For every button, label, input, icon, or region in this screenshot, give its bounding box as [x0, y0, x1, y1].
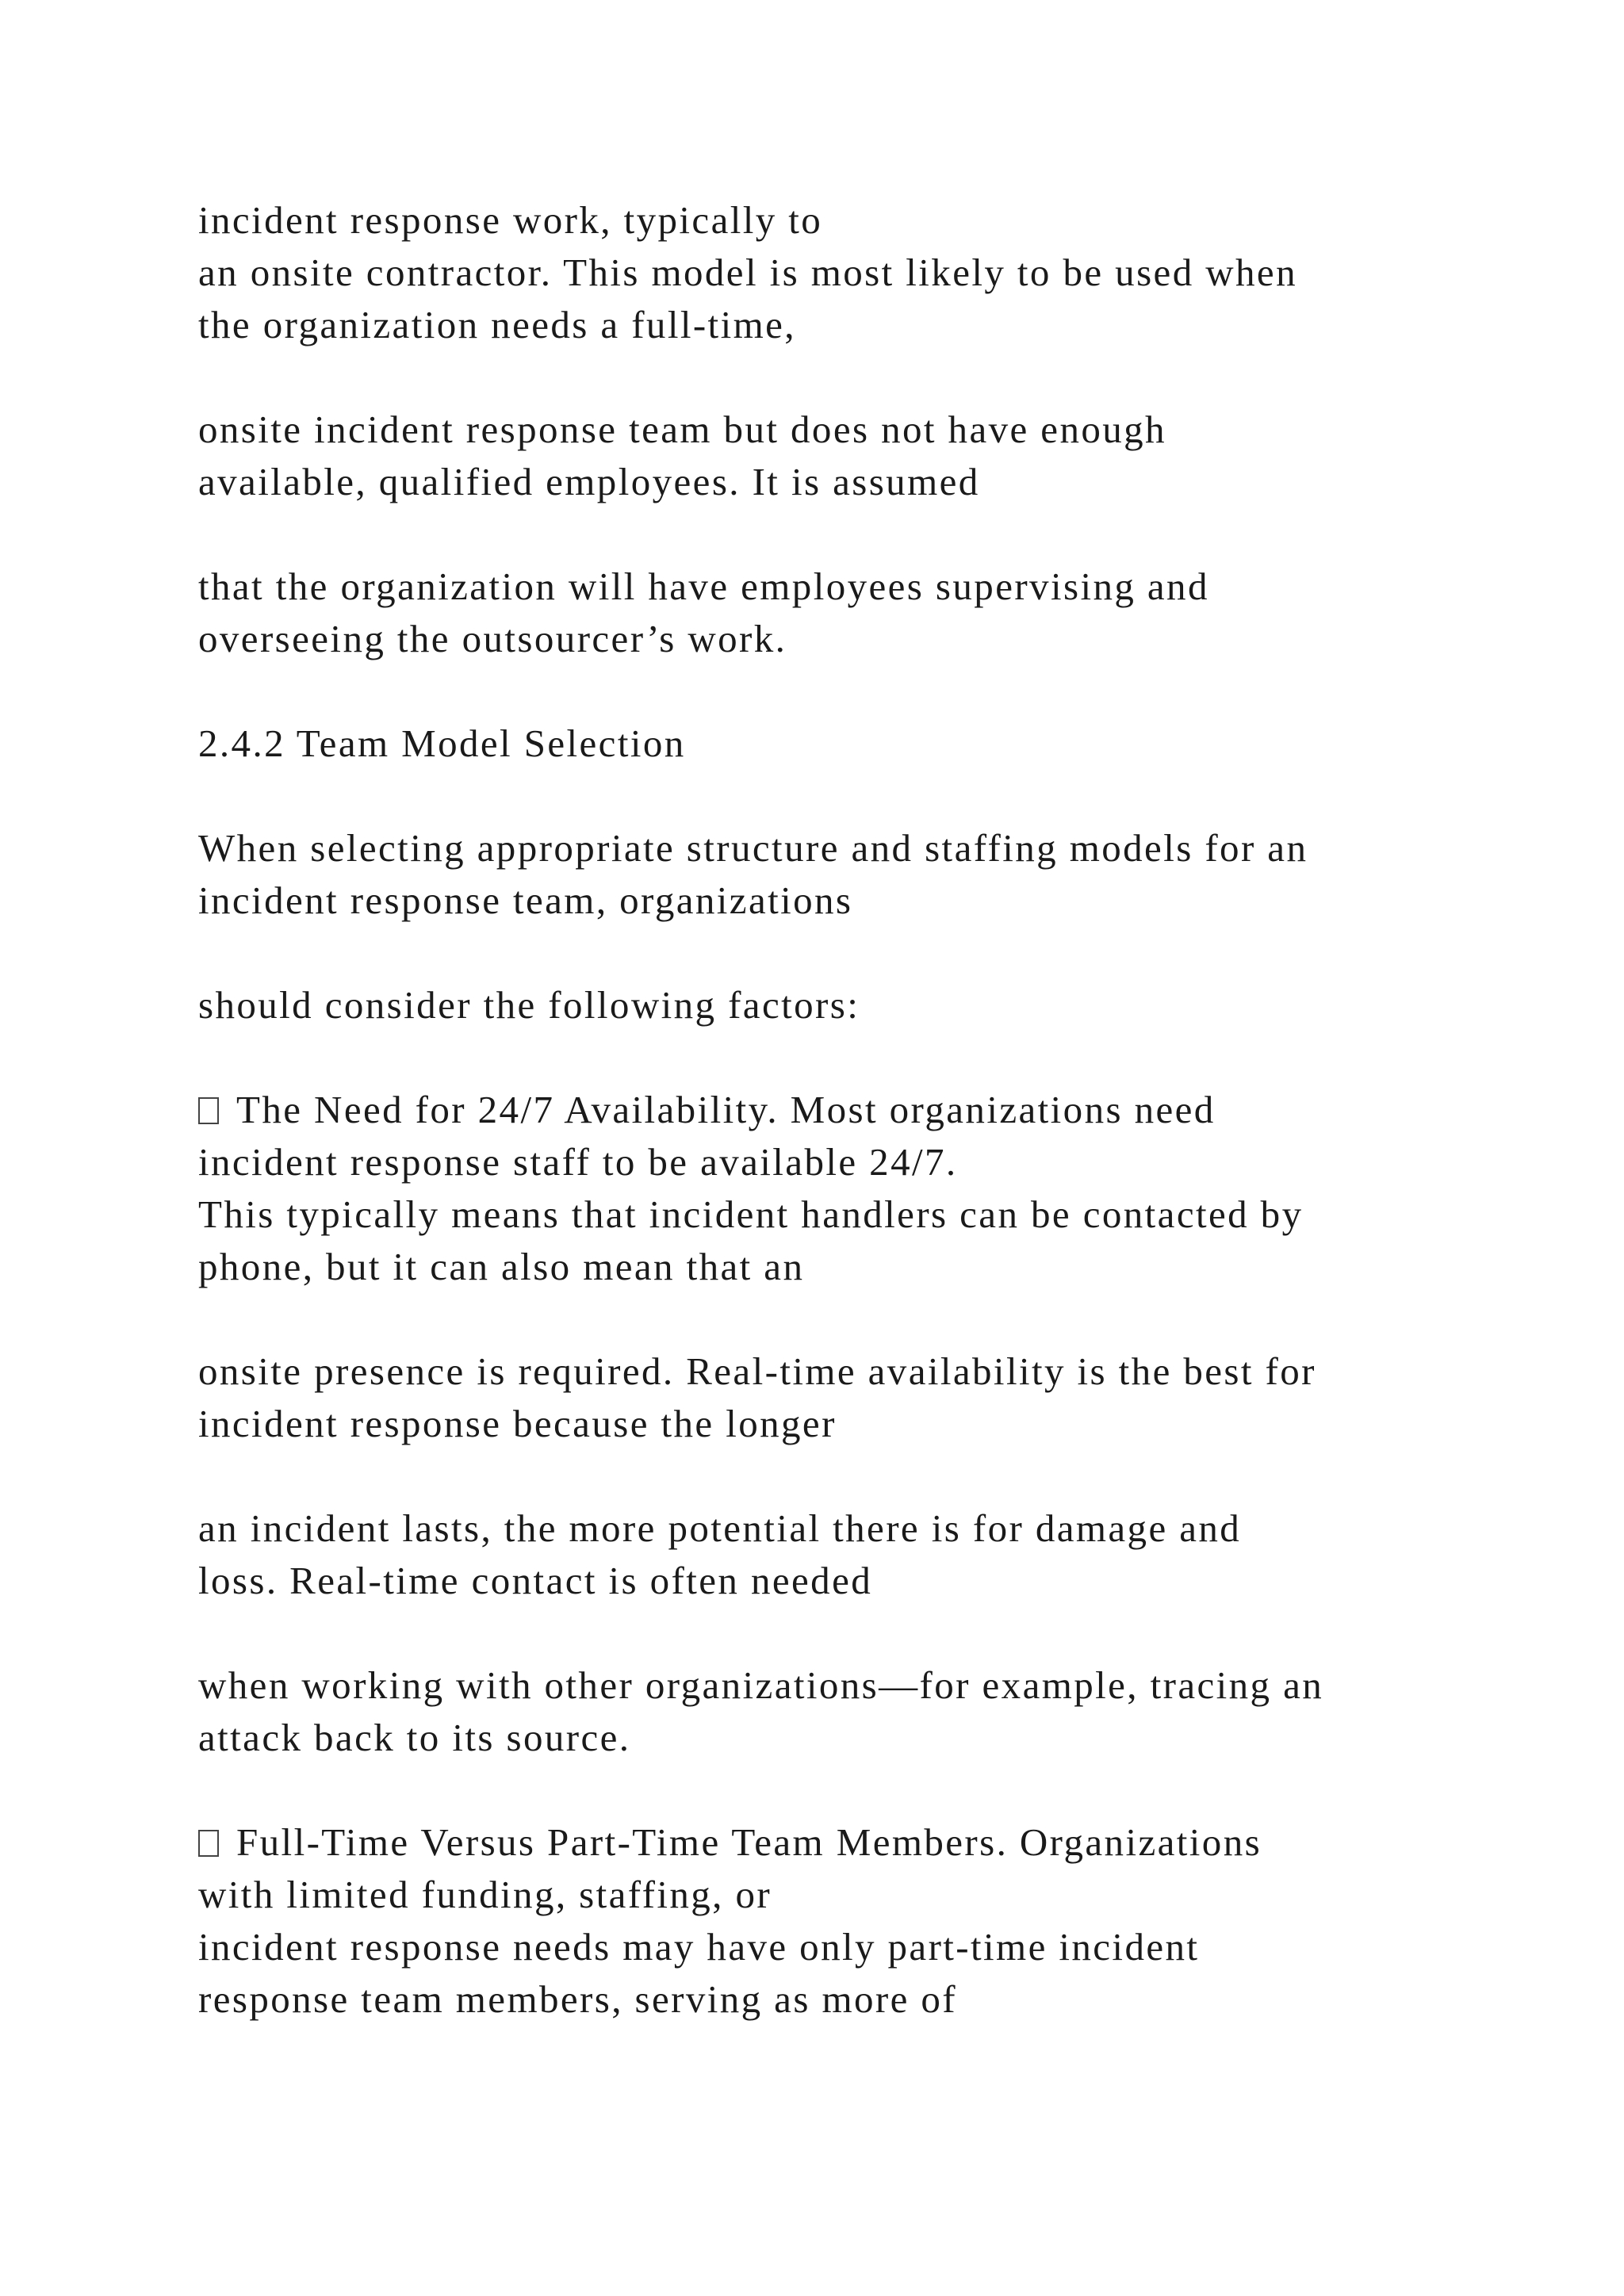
- text-line: incident response team, organizations: [198, 878, 853, 922]
- body-text: [198, 194, 1546, 2026]
- bullet-text: The Need for 24/7 Availability. Most organizations need: [236, 1088, 1216, 1131]
- text-line: an onsite contractor. This model is most likely to be used when: [198, 251, 1297, 294]
- paragraph-gap: [198, 1031, 1546, 1084]
- paragraph-gap: [198, 1607, 1546, 1659]
- text-line: available, qualified employees. It is assumed: [198, 460, 980, 503]
- text-line: that the organization will have employees supervising and: [198, 564, 1209, 608]
- text-line: an incident lasts, the more potential there is for damage and: [198, 1506, 1242, 1550]
- paragraph-gap: [198, 351, 1546, 404]
- paragraph-gap: [198, 927, 1546, 979]
- bullet-box-icon: [198, 1830, 219, 1857]
- text-line: onsite presence is required. Real-time availability is the best for: [198, 1349, 1316, 1393]
- text-line: onsite incident response team but does not have enough: [198, 408, 1166, 451]
- text-line: incident response needs may have only part-time incident: [198, 1925, 1200, 1969]
- text-line: incident response staff to be available 24/7.: [198, 1140, 958, 1184]
- text-line: incident response because the longer: [198, 1402, 837, 1445]
- paragraph-gap: [198, 508, 1546, 561]
- section-heading: 2.4.2 Team Model Selection: [198, 721, 686, 765]
- bullet-box-icon: [198, 1097, 219, 1124]
- text-line: attack back to its source.: [198, 1716, 631, 1759]
- text-line: when working with other organizations—for example, tracing an: [198, 1663, 1324, 1707]
- paragraph-gap: [198, 1450, 1546, 1502]
- text-line: the organization needs a full-time,: [198, 303, 796, 346]
- paragraph-gap: [198, 770, 1546, 822]
- bullet-item: [198, 1816, 1546, 1869]
- text-line: response team members, serving as more of: [198, 1977, 958, 2021]
- bullet-text: Full-Time Versus Part-Time Team Members. Organizations: [236, 1820, 1262, 1864]
- text-line: When selecting appropriate structure and staffing models for an: [198, 826, 1308, 870]
- text-line: overseeing the outsourcer’s work.: [198, 617, 787, 660]
- paragraph-gap: [198, 1293, 1546, 1345]
- text-line: loss. Real-time contact is often needed: [198, 1559, 873, 1602]
- paragraph-gap: [198, 665, 1546, 718]
- paragraph-gap: [198, 1764, 1546, 1816]
- bullet-item: [198, 1084, 1546, 1136]
- text-line: with limited funding, staffing, or: [198, 1873, 772, 1916]
- text-line: should consider the following factors:: [198, 983, 860, 1027]
- text-line: phone, but it can also mean that an: [198, 1245, 805, 1288]
- text-line: incident response work, typically to: [198, 198, 823, 242]
- text-line: This typically means that incident handlers can be contacted by: [198, 1192, 1304, 1236]
